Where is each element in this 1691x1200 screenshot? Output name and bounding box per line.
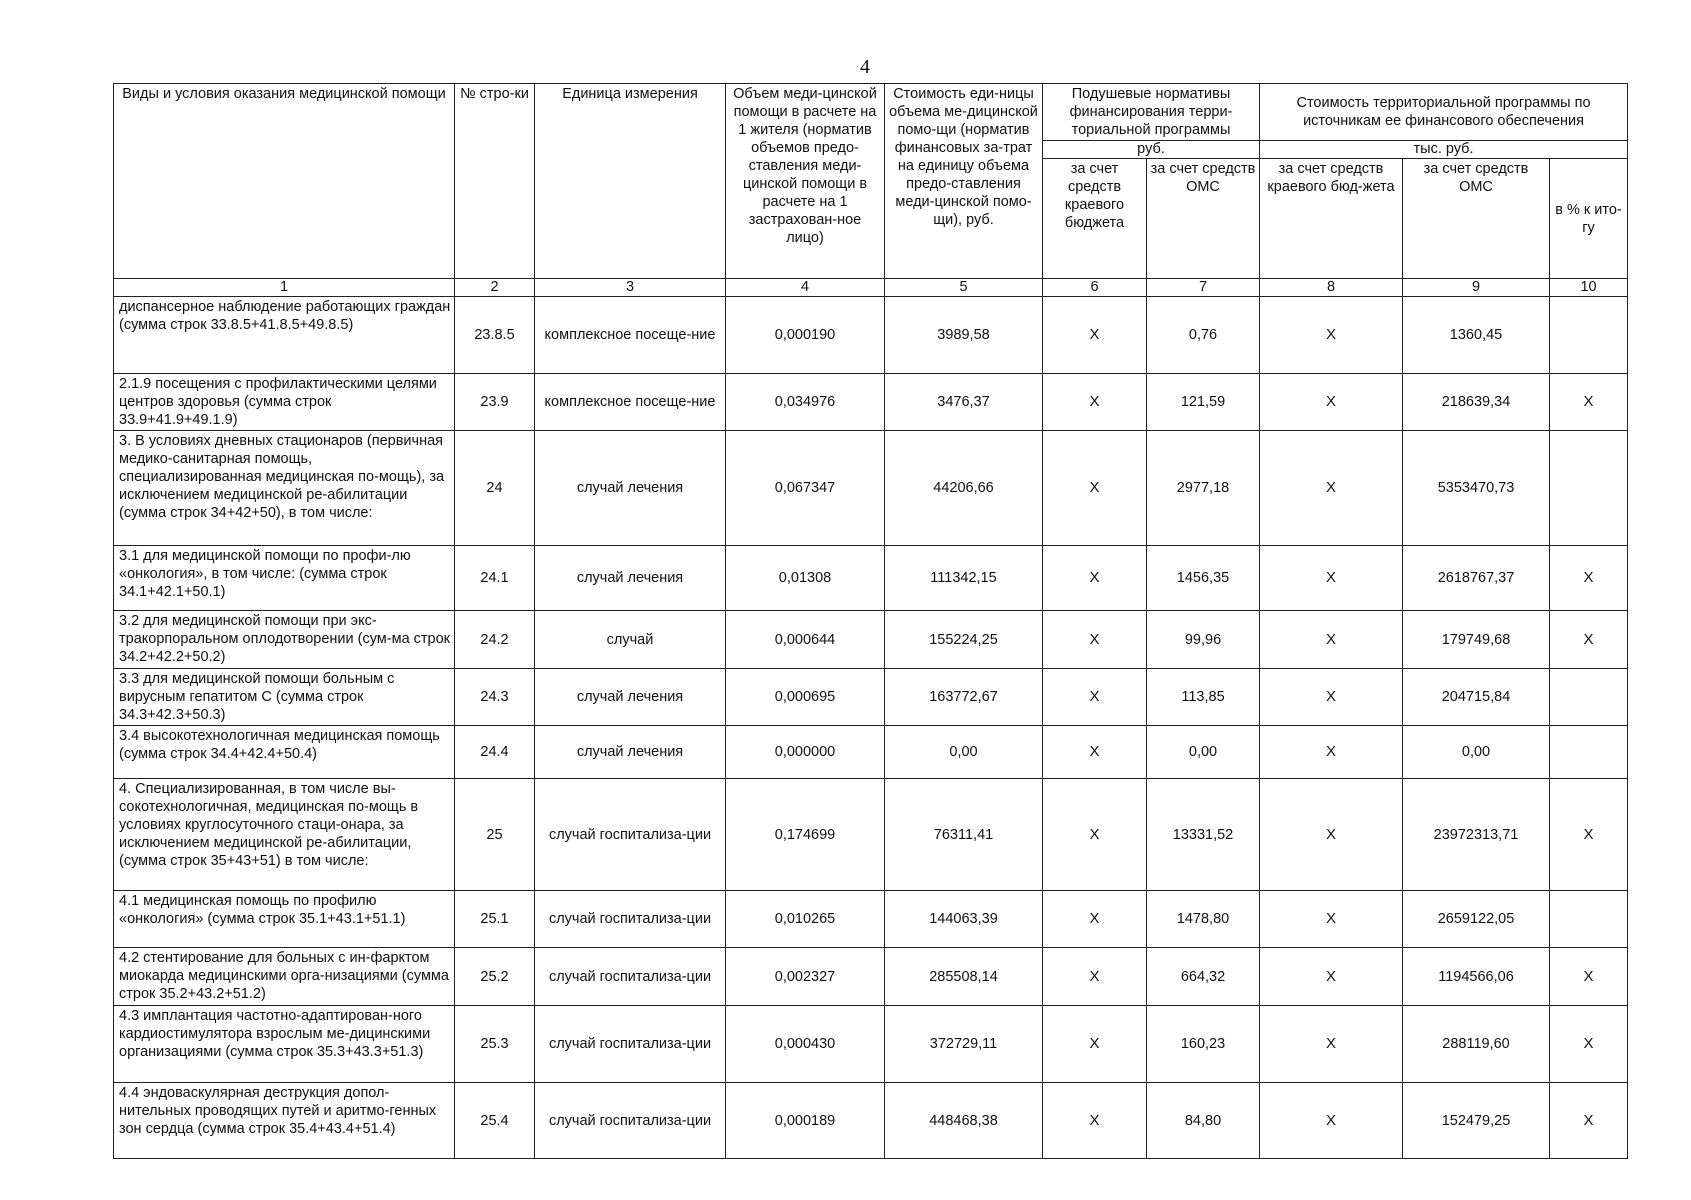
header-oms-per-capita: за счет средств ОМС <box>1147 159 1260 279</box>
row-unit-cost: 372729,11 <box>885 1006 1043 1083</box>
row-percent-of-total: X <box>1550 948 1628 1006</box>
row-line-number: 23.8.5 <box>455 297 535 374</box>
row-volume: 0,000189 <box>726 1083 885 1159</box>
row-oms-per-capita: 2977,18 <box>1147 431 1260 546</box>
row-volume: 0,01308 <box>726 546 885 611</box>
column-number: 5 <box>885 279 1043 297</box>
row-unit-cost: 163772,67 <box>885 669 1043 726</box>
row-percent-of-total: X <box>1550 611 1628 669</box>
header-percent-of-total: в % к ито-гу <box>1550 159 1628 279</box>
row-volume: 0,000430 <box>726 1006 885 1083</box>
table-row <box>114 297 1628 374</box>
row-unit-cost: 144063,39 <box>885 891 1043 948</box>
row-regional-budget-cost: X <box>1260 948 1403 1006</box>
row-unit-cost: 448468,38 <box>885 1083 1043 1159</box>
row-unit: случай лечения <box>535 546 726 611</box>
row-line-number: 24 <box>455 431 535 546</box>
row-oms-cost: 1194566,06 <box>1403 948 1550 1006</box>
header-volume: Объем меди-цинской помощи в расчете на 1 жителя (норматив объемов предо-ставления меди-цинской помощи в расчете на 1 застрахован-ное лицо) <box>726 84 885 279</box>
header-line-number: № стро-ки <box>455 84 535 279</box>
row-regional-budget-cost: X <box>1260 669 1403 726</box>
row-description: диспансерное наблюдение работающих граждан (сумма строк 33.8.5+41.8.5+49.8.5) <box>114 297 455 374</box>
row-oms-cost: 23972313,71 <box>1403 779 1550 891</box>
row-percent-of-total: X <box>1550 1006 1628 1083</box>
row-oms-per-capita: 0,00 <box>1147 726 1260 779</box>
row-regional-budget-per-capita: X <box>1043 1006 1147 1083</box>
row-line-number: 25.3 <box>455 1006 535 1083</box>
row-unit-cost: 76311,41 <box>885 779 1043 891</box>
row-volume: 0,034976 <box>726 374 885 431</box>
column-number: 6 <box>1043 279 1147 297</box>
row-description: 3.1 для медицинской помощи по профи-лю «онкология», в том числе: (сумма строк 34.1+42.1+50.1) <box>114 546 455 611</box>
row-oms-per-capita: 84,80 <box>1147 1083 1260 1159</box>
header-per-capita-unit: руб. <box>1043 141 1260 159</box>
row-regional-budget-per-capita: X <box>1043 546 1147 611</box>
row-regional-budget-per-capita: X <box>1043 431 1147 546</box>
table-row <box>114 948 1628 1006</box>
table-row <box>114 374 1628 431</box>
row-percent-of-total: X <box>1550 779 1628 891</box>
row-unit-cost: 0,00 <box>885 726 1043 779</box>
header-oms-cost: за счет средств ОМС <box>1403 159 1550 279</box>
row-oms-per-capita: 121,59 <box>1147 374 1260 431</box>
row-volume: 0,000644 <box>726 611 885 669</box>
header-program-cost-group: Стоимость территориальной программы по источникам ее финансового обеспечения <box>1260 84 1628 141</box>
row-unit: случай госпитализа-ции <box>535 779 726 891</box>
table-row <box>114 1083 1628 1159</box>
column-number: 7 <box>1147 279 1260 297</box>
row-percent-of-total <box>1550 669 1628 726</box>
row-unit: случай госпитализа-ции <box>535 1083 726 1159</box>
table-row <box>114 611 1628 669</box>
header-unit-cost: Стоимость еди-ницы объема ме-дицинской помо-щи (норматив финансовых за-трат на единицу объема предо-ставления меди-цинской помо-щи), руб. <box>885 84 1043 279</box>
row-volume: 0,000190 <box>726 297 885 374</box>
column-number: 9 <box>1403 279 1550 297</box>
row-line-number: 25 <box>455 779 535 891</box>
row-line-number: 24.4 <box>455 726 535 779</box>
row-regional-budget-per-capita: X <box>1043 779 1147 891</box>
row-unit: случай <box>535 611 726 669</box>
row-unit-cost: 111342,15 <box>885 546 1043 611</box>
row-unit: случай госпитализа-ции <box>535 891 726 948</box>
row-oms-per-capita: 1456,35 <box>1147 546 1260 611</box>
row-regional-budget-per-capita: X <box>1043 948 1147 1006</box>
row-regional-budget-cost: X <box>1260 297 1403 374</box>
row-percent-of-total <box>1550 891 1628 948</box>
column-number: 4 <box>726 279 885 297</box>
row-volume: 0,174699 <box>726 779 885 891</box>
row-regional-budget-per-capita: X <box>1043 1083 1147 1159</box>
row-percent-of-total: X <box>1550 546 1628 611</box>
row-unit-cost: 3989,58 <box>885 297 1043 374</box>
table-row <box>114 1006 1628 1083</box>
row-line-number: 24.3 <box>455 669 535 726</box>
row-regional-budget-cost: X <box>1260 779 1403 891</box>
row-volume: 0,067347 <box>726 431 885 546</box>
row-percent-of-total <box>1550 431 1628 546</box>
row-oms-cost: 0,00 <box>1403 726 1550 779</box>
header-regional-budget-per-capita: за счет средств краевого бюджета <box>1043 159 1147 279</box>
row-unit-cost: 285508,14 <box>885 948 1043 1006</box>
table-row <box>114 726 1628 779</box>
row-unit: случай госпитализа-ции <box>535 948 726 1006</box>
column-number: 2 <box>455 279 535 297</box>
header-care-types: Виды и условия оказания медицинской помощи <box>114 84 455 279</box>
row-percent-of-total <box>1550 726 1628 779</box>
row-unit: комплексное посеще-ние <box>535 297 726 374</box>
row-unit-cost: 155224,25 <box>885 611 1043 669</box>
row-oms-cost: 288119,60 <box>1403 1006 1550 1083</box>
table-row <box>114 891 1628 948</box>
row-oms-per-capita: 1478,80 <box>1147 891 1260 948</box>
row-unit: случай лечения <box>535 669 726 726</box>
row-regional-budget-cost: X <box>1260 546 1403 611</box>
row-regional-budget-cost: X <box>1260 431 1403 546</box>
row-regional-budget-cost: X <box>1260 1006 1403 1083</box>
row-volume: 0,000695 <box>726 669 885 726</box>
row-description: 4. Специализированная, в том числе вы-сокотехнологичная, медицинская по-мощь в условиях круглосуточного стаци-онара, за исключением медицинской ре-абилитации, (сумма строк 35+43+51) в том числе: <box>114 779 455 891</box>
row-oms-per-capita: 113,85 <box>1147 669 1260 726</box>
row-oms-cost: 152479,25 <box>1403 1083 1550 1159</box>
row-oms-cost: 5353470,73 <box>1403 431 1550 546</box>
row-unit-cost: 3476,37 <box>885 374 1043 431</box>
row-regional-budget-per-capita: X <box>1043 891 1147 948</box>
row-regional-budget-cost: X <box>1260 1083 1403 1159</box>
row-unit: случай госпитализа-ции <box>535 1006 726 1083</box>
row-regional-budget-cost: X <box>1260 374 1403 431</box>
row-oms-cost: 1360,45 <box>1403 297 1550 374</box>
row-regional-budget-per-capita: X <box>1043 669 1147 726</box>
table-row <box>114 546 1628 611</box>
row-description: 4.4 эндоваскулярная деструкция допол-нительных проводящих путей и аритмо-генных зон сердца (сумма строк 35.4+43.4+51.4) <box>114 1083 455 1159</box>
table-row <box>114 431 1628 546</box>
header-unit: Единица измерения <box>535 84 726 279</box>
row-oms-per-capita: 13331,52 <box>1147 779 1260 891</box>
row-oms-per-capita: 664,32 <box>1147 948 1260 1006</box>
column-number: 1 <box>114 279 455 297</box>
row-description: 3.3 для медицинской помощи больным с вирусным гепатитом С (сумма строк 34.3+42.3+50.3) <box>114 669 455 726</box>
row-description: 4.3 имплантация частотно-адаптирован-ного кардиостимулятора взрослым ме-дицинскими организациями (сумма строк 35.3+43.3+51.3) <box>114 1006 455 1083</box>
row-line-number: 25.1 <box>455 891 535 948</box>
row-oms-cost: 2618767,37 <box>1403 546 1550 611</box>
row-description: 3. В условиях дневных стационаров (первичная медико-санитарная помощь, специализированная медицинская по-мощь), за исключением медицинской ре-абилитации (сумма строк 34+42+50), в том числе: <box>114 431 455 546</box>
row-unit-cost: 44206,66 <box>885 431 1043 546</box>
row-line-number: 25.4 <box>455 1083 535 1159</box>
row-percent-of-total: X <box>1550 374 1628 431</box>
row-oms-cost: 2659122,05 <box>1403 891 1550 948</box>
header-per-capita-group: Подушевые нормативы финансирования терри-ториальной программы <box>1043 84 1260 141</box>
column-number: 10 <box>1550 279 1628 297</box>
column-number-row <box>114 279 1628 297</box>
row-percent-of-total: X <box>1550 1083 1628 1159</box>
page-number: 4 <box>860 56 870 78</box>
row-regional-budget-cost: X <box>1260 611 1403 669</box>
header-program-cost-unit: тыс. руб. <box>1260 141 1628 159</box>
row-regional-budget-cost: X <box>1260 726 1403 779</box>
row-percent-of-total <box>1550 297 1628 374</box>
column-number: 8 <box>1260 279 1403 297</box>
row-volume: 0,000000 <box>726 726 885 779</box>
row-regional-budget-cost: X <box>1260 891 1403 948</box>
row-line-number: 25.2 <box>455 948 535 1006</box>
row-unit: случай лечения <box>535 431 726 546</box>
row-regional-budget-per-capita: X <box>1043 374 1147 431</box>
row-oms-cost: 204715,84 <box>1403 669 1550 726</box>
row-oms-per-capita: 99,96 <box>1147 611 1260 669</box>
row-description: 3.4 высокотехнологичная медицинская помощь (сумма строк 34.4+42.4+50.4) <box>114 726 455 779</box>
row-oms-cost: 179749,68 <box>1403 611 1550 669</box>
row-regional-budget-per-capita: X <box>1043 726 1147 779</box>
row-description: 4.2 стентирование для больных с ин-фарктом миокарда медицинскими орга-низациями (сумма строк 35.2+43.2+51.2) <box>114 948 455 1006</box>
table-row <box>114 669 1628 726</box>
header-regional-budget-cost: за счет средств краевого бюд-жета <box>1260 159 1403 279</box>
row-regional-budget-per-capita: X <box>1043 611 1147 669</box>
program-cost-table <box>113 83 1628 1159</box>
row-line-number: 24.2 <box>455 611 535 669</box>
row-oms-per-capita: 160,23 <box>1147 1006 1260 1083</box>
row-line-number: 24.1 <box>455 546 535 611</box>
row-description: 3.2 для медицинской помощи при экс-тракорпоральном оплодотворении (сум-ма строк 34.2+42.2+50.2) <box>114 611 455 669</box>
table-row <box>114 779 1628 891</box>
row-description: 2.1.9 посещения с профилактическими целями центров здоровья (сумма строк 33.9+41.9+49.1.9) <box>114 374 455 431</box>
row-volume: 0,002327 <box>726 948 885 1006</box>
row-oms-per-capita: 0,76 <box>1147 297 1260 374</box>
row-unit: случай лечения <box>535 726 726 779</box>
row-volume: 0,010265 <box>726 891 885 948</box>
row-oms-cost: 218639,34 <box>1403 374 1550 431</box>
row-line-number: 23.9 <box>455 374 535 431</box>
row-description: 4.1 медицинская помощь по профилю «онкология» (сумма строк 35.1+43.1+51.1) <box>114 891 455 948</box>
column-number: 3 <box>535 279 726 297</box>
row-regional-budget-per-capita: X <box>1043 297 1147 374</box>
row-unit: комплексное посеще-ние <box>535 374 726 431</box>
